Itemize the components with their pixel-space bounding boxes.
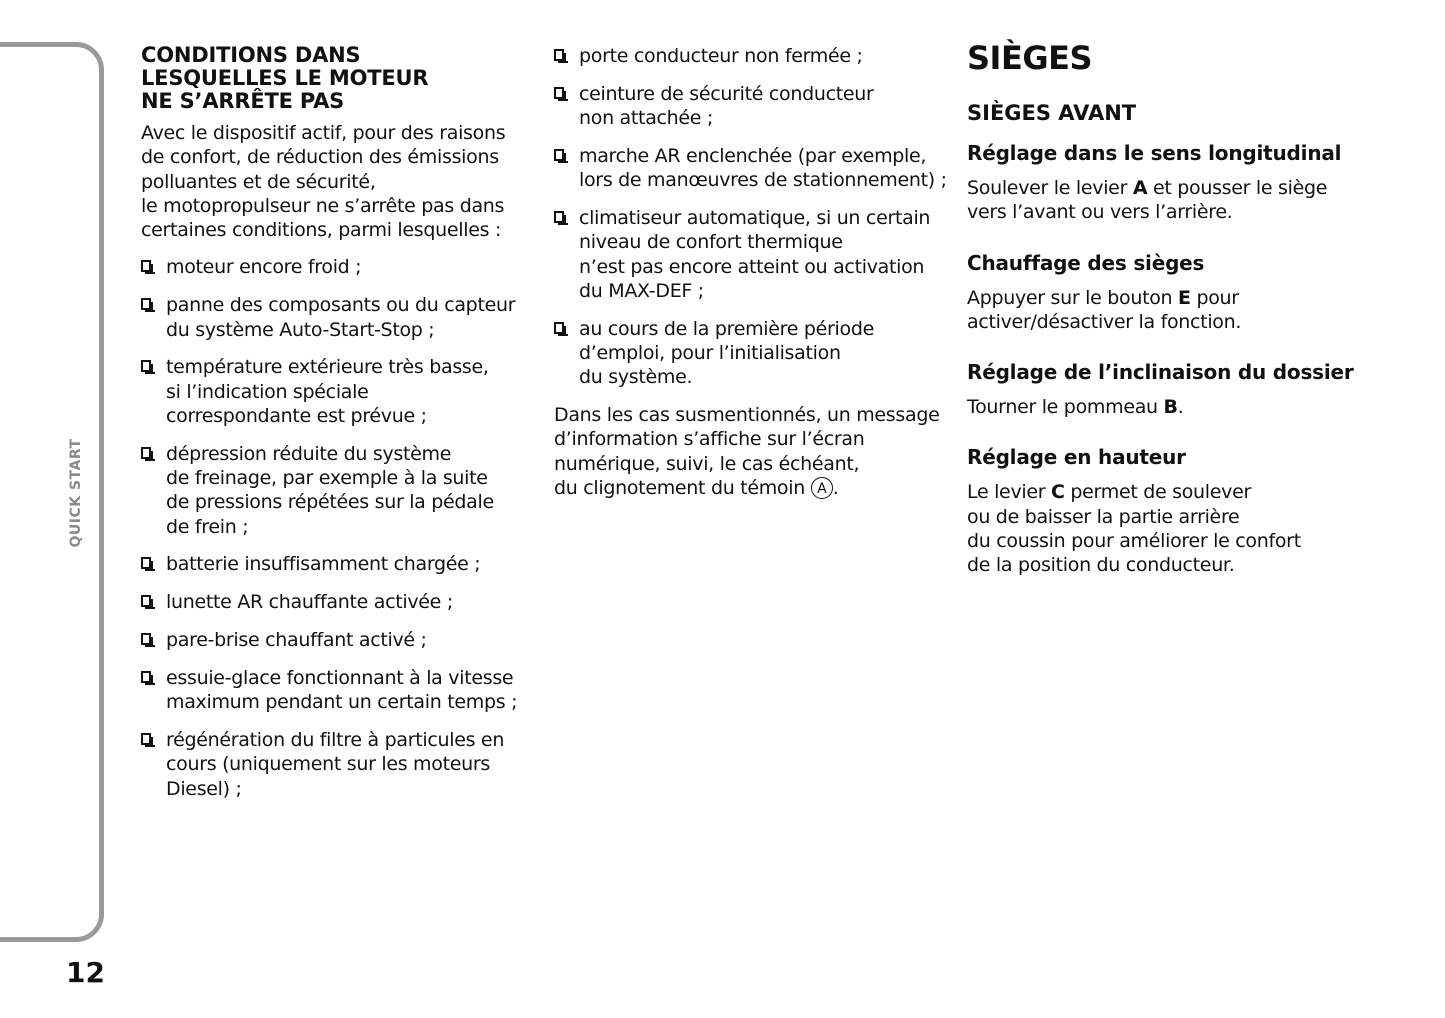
checkbox-bullet-icon xyxy=(554,149,564,161)
list-item: marche AR enclenchée (par exemple, lors de manœuvres de stationnement) ; xyxy=(554,144,949,193)
list-item: porte conducteur non fermée ; xyxy=(554,44,949,68)
subsection-text: Soulever le levier A et pousser le siège vers l’avant ou vers l’arrière. xyxy=(967,177,1328,224)
subsection-heading: Réglage de l’inclinaison du dossier xyxy=(967,360,1354,385)
warning-light-a-icon: A xyxy=(811,477,833,499)
checkbox-bullet-icon xyxy=(141,360,151,372)
closing-paragraph: Dans les cas susmentionnés, un message d’information s’affiche sur l’écran numérique, suivi, le cas échéant, du clignotement du témoin A . xyxy=(554,404,940,499)
list-item: essuie-glace fonctionnant à la vitesse maximum pendant un certain temps ; xyxy=(141,666,536,715)
checkbox-bullet-icon xyxy=(141,447,151,459)
subsection-text: Tourner le pommeau B. xyxy=(967,396,1184,419)
checkbox-bullet-icon xyxy=(141,671,151,683)
list-item: au cours de la première période d’emploi, pour l’initialisation du système. xyxy=(554,317,949,390)
list-item: panne des composants ou du capteur du système Auto-Start-Stop ; xyxy=(141,293,536,342)
side-label: QUICK START xyxy=(68,438,84,548)
subsection-text: Appuyer sur le bouton E pour activer/désactiver la fonction. xyxy=(967,286,1242,333)
checkbox-bullet-icon xyxy=(554,87,564,99)
conditions-list-continued xyxy=(554,44,949,390)
intro-paragraph: Avec le dispositif actif, pour des raisons de confort, de réduction des émissions polluantes et de sécurité, le motopropulseur ne s’arrête pas dans certaines conditions, parmi lesquelles : xyxy=(141,122,506,242)
checkbox-bullet-icon xyxy=(141,733,151,745)
checkbox-bullet-icon xyxy=(141,298,151,310)
conditions-list xyxy=(141,255,536,800)
column-middle xyxy=(554,44,949,513)
checkbox-bullet-icon xyxy=(141,260,151,272)
subsection-heading: Chauffage des sièges xyxy=(967,250,1205,275)
side-tab-frame xyxy=(0,42,104,942)
checkbox-bullet-icon xyxy=(141,633,151,645)
column-right xyxy=(967,39,1362,603)
section-subtitle: SIÈGES AVANT xyxy=(967,101,1137,125)
checkbox-bullet-icon xyxy=(554,211,564,223)
list-item: batterie insuffisamment chargée ; xyxy=(141,552,536,576)
section-heading: CONDITIONS DANS LESQUELLES LE MOTEUR NE S’ARRÊTE PAS xyxy=(141,43,429,113)
checkbox-bullet-icon xyxy=(554,322,564,334)
subsection-heading: Réglage en hauteur xyxy=(967,445,1186,470)
list-item: ceinture de sécurité conducteur non attachée ; xyxy=(554,82,949,131)
list-item: pare-brise chauffant activé ; xyxy=(141,628,536,652)
list-item: lunette AR chauffante activée ; xyxy=(141,590,536,614)
column-left xyxy=(141,44,536,814)
list-item: température extérieure très basse, si l’indication spéciale correspondante est prévue ; xyxy=(141,355,536,428)
page-number: 12 xyxy=(66,956,105,989)
page-title: SIÈGES xyxy=(967,39,1092,77)
checkbox-bullet-icon xyxy=(141,595,151,607)
checkbox-bullet-icon xyxy=(554,49,564,61)
list-item: moteur encore froid ; xyxy=(141,255,536,279)
list-item: dépression réduite du système de freinage, par exemple à la suite de pressions répétées sur la pédale de frein ; xyxy=(141,442,536,539)
list-item: régénération du filtre à particules en cours (uniquement sur les moteurs Diesel) ; xyxy=(141,728,536,801)
subsection-text: Le levier C permet de soulever ou de baisser la partie arrière du coussin pour améliorer le confort de la position du conducteur. xyxy=(967,481,1301,577)
checkbox-bullet-icon xyxy=(141,557,151,569)
subsection-heading: Réglage dans le sens longitudinal xyxy=(967,141,1342,165)
list-item: climatiseur automatique, si un certain niveau de confort thermique n’est pas encore atteint ou activation du MAX-DEF ; xyxy=(554,206,949,303)
